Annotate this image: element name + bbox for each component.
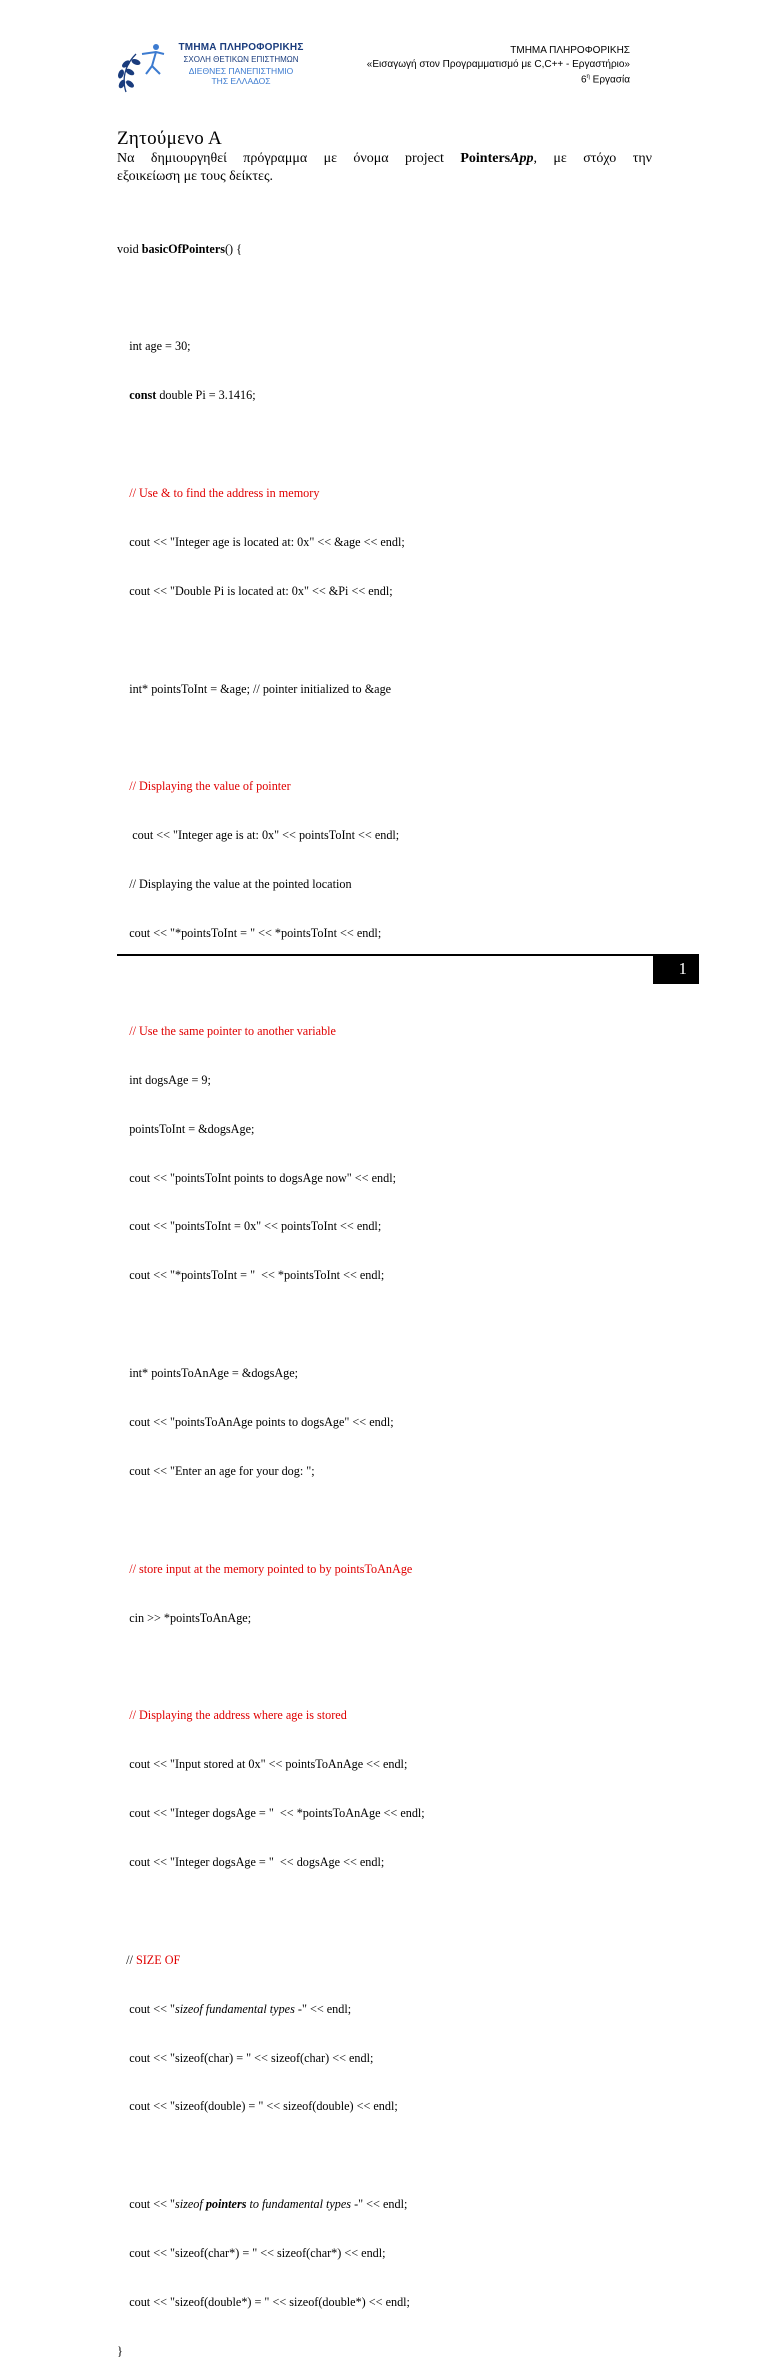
code-line: cin >> *pointsToAnAge; (117, 1610, 252, 1625)
code-line: cout << "*pointsToInt = " << *pointsToInt << endl; (117, 1268, 385, 1283)
page-header (367, 44, 630, 87)
code-comment: // Displaying the value of pointer (117, 779, 291, 794)
code-line: cout << "sizeof(double) = " << sizeof(double) << endl; (117, 2099, 398, 2114)
code-line: cout << "Double Pi is located at: 0x" << &Pi << endl; (117, 583, 393, 598)
code-line: cout << "sizeof fundamental types -" << endl; (117, 2001, 352, 2016)
code-line: cout << "sizeof(char*) = " << sizeof(char*) << endl; (117, 2246, 386, 2261)
code-line: // Displaying the value at the pointed location (117, 877, 352, 892)
header-course: «Εισαγωγή στον Προγραμματισμό με C,C++ - Εργαστήριο» (366, 58, 630, 70)
logo-department: ΤΜΗΜΑ ΠΛΗΡΟΦΟΡΙΚΗΣ (178, 42, 304, 53)
code-line: cout << "pointsToInt points to dogsAge now" << endl; (117, 1170, 396, 1185)
code-line: cout << "Integer age is located at: 0x" << &age << endl; (117, 534, 405, 549)
code-line: cout << "Input stored at 0x" << pointsToAnAge << endl; (117, 1757, 408, 1772)
code-line: // SIZE OF (117, 1952, 181, 1967)
section-heading: Ζητούμενο Α (117, 128, 223, 149)
page-number: 1 (653, 954, 699, 984)
code-line: cout << "Integer dogsAge = " << *pointsToAnAge << endl; (117, 1806, 425, 1821)
logo-school: ΣΧΟΛΗ ΘΕΤΙΚΩΝ ΕΠΙΣΤΗΜΩΝ (183, 54, 299, 64)
code-comment: // Use & to find the address in memory (117, 486, 320, 501)
logo-text (166, 42, 316, 87)
code-line: int age = 30; (117, 339, 191, 354)
figure-icon (142, 44, 164, 74)
code-line: cout << "Integer age is at: 0x" << pointsToInt << endl; (117, 828, 400, 843)
intro-paragraph: Να δημιουργηθεί πρόγραμμα με όνομα project PointersApp, με στόχο την εξοικείωση με τους δείκτες. (117, 151, 652, 184)
footer-rule (117, 954, 699, 956)
code-line: cout << "pointsToAnAge points to dogsAge" << endl; (117, 1414, 394, 1429)
code-line: int* pointsToAnAge = &dogsAge; (117, 1366, 299, 1381)
logo-country: ΤΗΣ ΕΛΛΑΔΟΣ (211, 76, 271, 87)
code-line: cout << "*pointsToInt = " << *pointsToInt << endl; (117, 926, 382, 941)
header-assignment: $6^\eta$ Εργασία (580, 74, 630, 86)
code-line: int* pointsToInt = &age; // pointer initialized to &age (117, 681, 392, 696)
code-line: void basicOfPointers() { (117, 241, 243, 256)
code-line: } (117, 2343, 123, 2358)
header-department: ΤΜΗΜΑ ΠΛΗΡΟΦΟΡΙΚΗΣ (510, 45, 630, 56)
code-line: cout << "sizeof(char) = " << sizeof(char) << endl; (117, 2050, 374, 2065)
code-line: cout << "Integer dogsAge = " << dogsAge << endl; (117, 1854, 385, 1869)
code-line: const double Pi = 3.1416; (129, 388, 256, 403)
code-comment: // Use the same pointer to another variable (117, 1023, 336, 1038)
code-comment: // Displaying the address where age is stored (117, 1708, 347, 1723)
code-line: cout << "Enter an age for your dog: "; (117, 1463, 315, 1478)
code-line: cout << "pointsToInt = 0x" << pointsToInt << endl; (117, 1219, 382, 1234)
code-line: pointsToInt = &dogsAge; (117, 1121, 255, 1136)
code-line: cout << "sizeof(double*) = " << sizeof(double*) << endl; (117, 2295, 410, 2309)
logo-university: ΔΙΕΘΝΕΣ ΠΑΝΕΠΙΣΤΗΜΙΟ (188, 65, 294, 76)
code-comment: // store input at the memory pointed to by pointsToAnAge (117, 1561, 413, 1576)
olive-branch-icon (118, 54, 141, 92)
code-listing (117, 208, 677, 2375)
code-line: int dogsAge = 9; (117, 1072, 211, 1087)
code-line: cout << "sizeof pointers to fundamental types -" << endl; (117, 2197, 408, 2212)
